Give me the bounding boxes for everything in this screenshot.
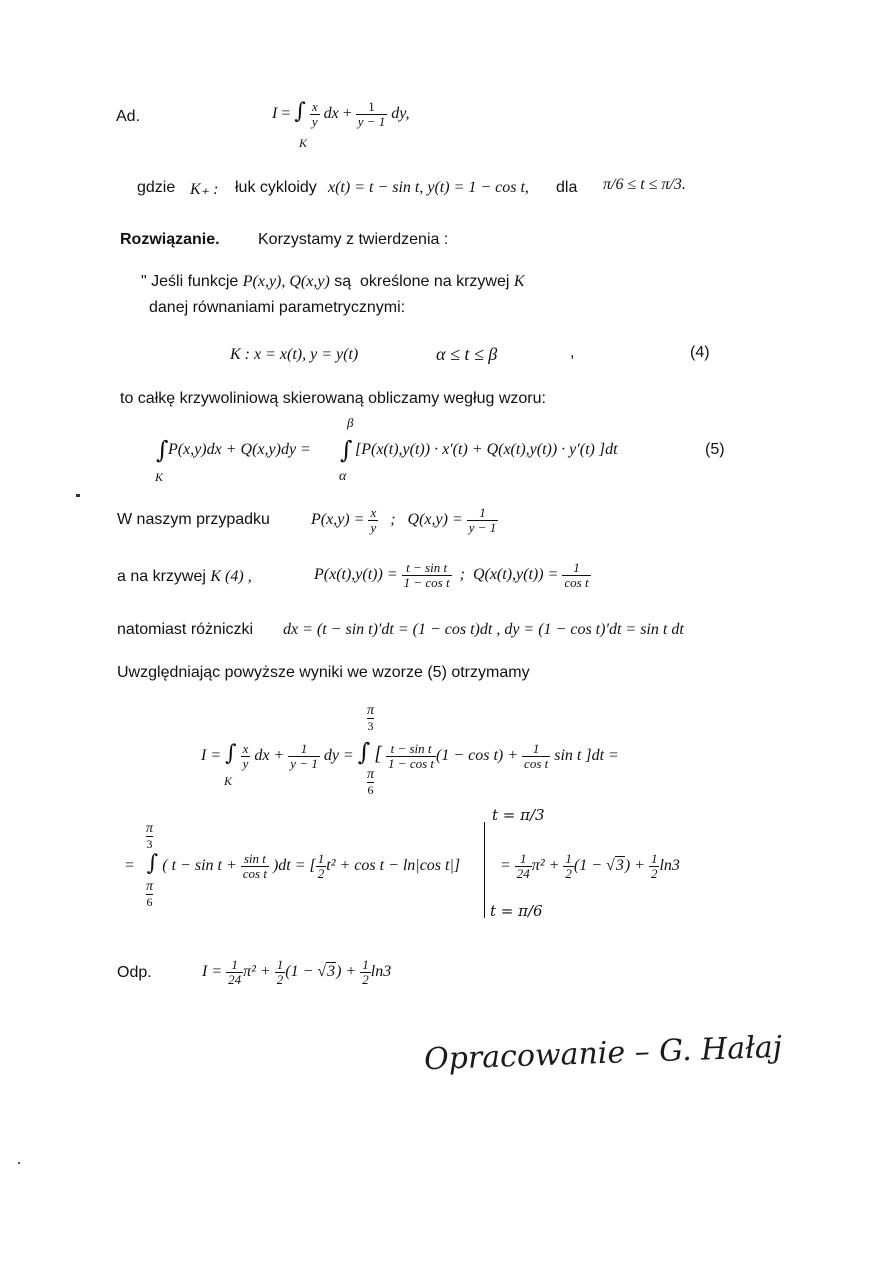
- integral-sign-right: ∫: [340, 436, 353, 464]
- P-definition: P(x,y) = $\frac{x}{y}$ ; Q(x,y) = $\frac{1}{y - 1}$: [311, 505, 497, 535]
- on-curve: a na krzywej K (4) ,: [117, 568, 252, 585]
- given-curve: K₊ :: [190, 181, 219, 198]
- formula5-right: [P(x(t),y(t)) · x′(t) + Q(x(t),y(t)) · y′(t) ]dt: [355, 441, 618, 458]
- lower-limit-pi6-2: π 6: [146, 879, 154, 909]
- parametric-range: α ≤ t ≤ β: [436, 344, 498, 364]
- scan-mark: [76, 494, 80, 497]
- integral-limit-K: K: [299, 136, 308, 150]
- answer-formula: I = $\frac{1}{24}$ π² + $\frac{1}{2}$ (1 − √3) + $\frac{1}{2}$ ln3: [202, 957, 392, 987]
- ad-label: Ad.: [116, 108, 141, 125]
- formula5-left: P(x,y)dx + Q(x,y)dy =: [168, 441, 311, 458]
- upper-limit-pi3: π 3: [367, 703, 375, 733]
- differentials: dx = (t − sin t)′dt = (1 − cos t)dt , dy = (1 − cos t)′dt = sin t dt: [283, 621, 684, 638]
- limit-K-calc: K: [224, 774, 233, 788]
- given-param: x(t) = t − sin t, y(t) = 1 − cos t,: [328, 179, 529, 196]
- then-text: to całkę krzywoliniową skierowaną obliczamy wegług wzoru:: [120, 390, 546, 407]
- differentials-text: natomiast różniczki: [117, 621, 254, 638]
- limit-alpha: α: [339, 469, 347, 484]
- given-prefix: gdzie: [137, 179, 176, 196]
- answer-label: Odp.: [117, 964, 152, 981]
- signature: Opracowanie – G. Hałaj: [423, 1029, 783, 1078]
- evaluation-bar: [484, 822, 485, 918]
- lower-limit-pi6: π 6: [367, 767, 375, 797]
- solution-intro: Korzystamy z twierdzenia :: [258, 231, 449, 248]
- calc-result: = $\frac{1}{24}$ π² + $\frac{1}{2}$ (1 − √3) + $\frac{1}{2}$ ln3: [500, 851, 680, 881]
- considering-text: Uwzględniając powyższe wyniki we wzorze (5) otrzymamy: [117, 664, 530, 681]
- theorem-line1: " Jeśli funkcje P(x,y), Q(x,y) są określone na krzywej K: [141, 273, 525, 290]
- upper-limit-pi3-2: π 3: [146, 821, 154, 851]
- integral-sign-left: ∫: [156, 436, 169, 464]
- given-range: π/6 ≤ t ≤ π/3.: [603, 176, 686, 193]
- bar-upper-label: t = π/3: [492, 806, 545, 824]
- scan-dot: [18, 1162, 20, 1164]
- given-for: dla: [556, 179, 578, 196]
- theorem-line2: danej równaniami parametrycznymi:: [149, 299, 406, 316]
- bar-lower-label: t = π/6: [490, 902, 543, 920]
- problem-formula: I = ∫ $\frac{x}{y}$ dx + $\frac{1}{y - 1}$ dy,: [272, 98, 410, 129]
- P-on-curve: P(x(t),y(t)) = $\frac{\text{t − sin t}}{\text{1 − cos t}}$ ; Q(x(t),y(t)) = $\frac{1}{\text{cos t}}$: [314, 560, 589, 590]
- in-our-case: W naszym przypadku: [117, 511, 270, 528]
- parametric-comma: ,: [570, 344, 575, 361]
- parametric-equations: K : x = x(t), y = y(t): [230, 346, 359, 363]
- equation-number-4: (4): [690, 344, 710, 361]
- limit-beta: β: [347, 415, 354, 430]
- calc-line1: I = ∫ $\frac{x}{y}$ dx + $\frac{1}{y - 1}$ dy = ∫ [ $\frac{\text{t − sin t}}{\text{1 − cos t}}$ (1 − cos t) + $\frac{1}{\text{cos t}}$ sin t ]dt =: [201, 738, 619, 771]
- limit-K-5: K: [155, 470, 164, 484]
- equation-number-5: (5): [705, 441, 725, 458]
- calc-line2: = ∫ ( t − sin t + $\frac{\text{sin t}}{\text{cos t}}$ )dt = [ $\frac{1}{2}$ t² + cos t − ln|cos t|]: [124, 850, 461, 881]
- given-text: łuk cykloidy: [235, 179, 317, 196]
- solution-title: Rozwiązanie.: [120, 231, 220, 248]
